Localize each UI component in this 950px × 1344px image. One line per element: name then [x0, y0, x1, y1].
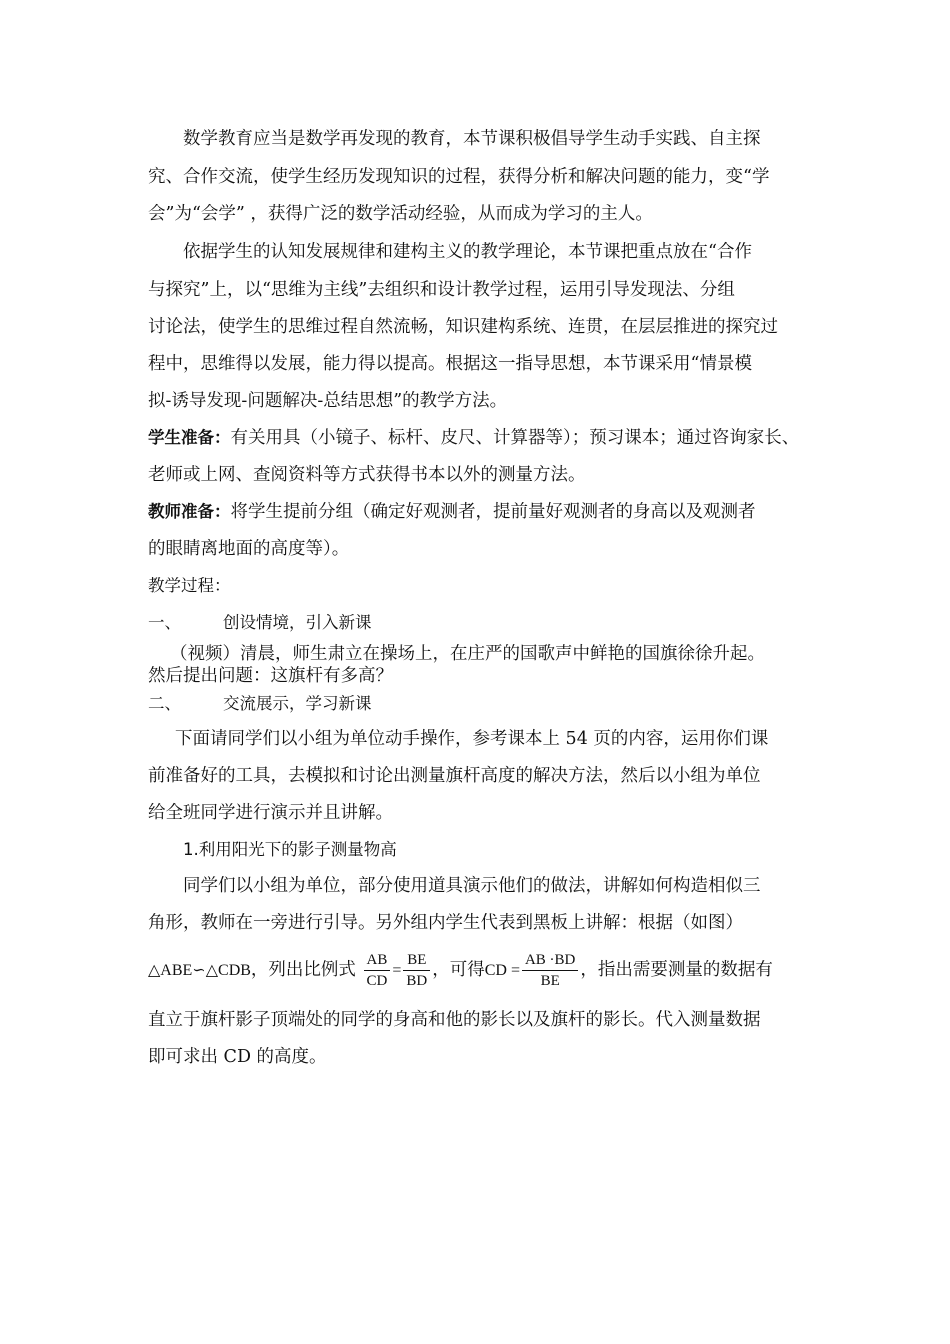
formula-tail: ，指出需要测量的数据有	[580, 960, 773, 980]
section1-text-line1: （视频）清晨，师生肃立在操场上，在庄严的国歌声中鲜艳的国旗徐徐升起。	[170, 644, 765, 664]
para1-line2: 究、合作交流，使学生经历发现知识的过程，获得分析和解决问题的能力，变“学	[148, 167, 770, 187]
student-prep-line2: 老师或上网、查阅资料等方式获得书本以外的测量方法。	[148, 465, 586, 485]
subsection1-title: 1.利用阳光下的影子测量物高	[183, 840, 397, 859]
student-prep-text: 有关用具（小镜子、标杆、皮尺、计算器等）；预习课本；通过咨询家长、	[230, 428, 800, 448]
student-prep-line1	[148, 426, 799, 450]
para2-line2: 与探究”上，以“思维为主线”去组织和设计教学过程，运用引导发现法、分组	[148, 280, 735, 300]
section1-title: 创设情境，引入新课	[223, 613, 372, 632]
process-heading: 教学过程：	[148, 576, 231, 595]
section2-heading	[148, 692, 372, 716]
section2-line3: 给全班同学进行演示并且讲解。	[148, 803, 393, 823]
para2-line3: 讨论法，使学生的思维过程自然流畅，知识建构系统、连贯，在层层推进的探究过	[148, 317, 778, 337]
para1-line1: 数学教育应当是数学再发现的教育，本节课积极倡导学生动手实践、自主探	[183, 129, 761, 149]
section2-line1: 下面请同学们以小组为单位动手操作，参考课本上 54 页的内容，运用你们课	[175, 729, 769, 749]
subsection1-after-line1: 直立于旗杆影子顶端处的同学的身高和他的影长以及旗杆的影长。代入测量数据	[148, 1010, 761, 1030]
student-prep-label: 学生准备：	[148, 428, 231, 447]
subsection1-line2: 角形，教师在一旁进行引导。另外组内学生代表到黑板上讲解：根据（如图）	[148, 913, 743, 933]
fraction-ab-cd	[364, 951, 391, 990]
fraction-ab-cd-denominator: CD	[366, 973, 388, 989]
teacher-prep-line1	[148, 500, 756, 524]
formula-line	[148, 948, 773, 992]
formula-cd: CD =	[484, 962, 520, 979]
section2-line2: 前准备好的工具，去模拟和讨论出测量旗杆高度的解决方法，然后以小组为单位	[148, 766, 761, 786]
section1-heading	[148, 611, 372, 635]
teacher-prep-line2: 的眼睛离地面的高度等）。	[148, 539, 350, 559]
fraction-ab-cd-numerator: AB	[364, 951, 391, 971]
fraction-result	[522, 951, 578, 990]
para2-line5: 拟-诱导发现-问题解决-总结思想”的教学方法。	[148, 391, 508, 411]
fraction-be-bd-numerator: BE	[403, 951, 430, 971]
section1-number: 一、	[148, 613, 181, 632]
formula-mid: ，可得	[432, 960, 485, 980]
similar-triangles: △ABE∽△CDB	[148, 962, 251, 979]
teacher-prep-label: 教师准备：	[148, 502, 231, 521]
section1-text-line2: 然后提出问题：这旗杆有多高？	[148, 666, 393, 686]
section2-title: 交流展示，学习新课	[223, 694, 372, 713]
para2-line4: 程中，思维得以发展，能力得以提高。根据这一指导思想，本节课采用“情景模	[148, 354, 752, 374]
fraction-result-numerator: AB ·BD	[522, 951, 578, 971]
equals-sign: =	[392, 962, 402, 979]
fraction-result-denominator: BE	[540, 973, 560, 989]
teacher-prep-text: 将学生提前分组（确定好观测者，提前量好观测者的身高以及观测者	[230, 502, 756, 522]
subsection1-line1: 同学们以小组为单位，部分使用道具演示他们的做法，讲解如何构造相似三	[183, 876, 761, 896]
formula-lead: ，列出比例式	[250, 960, 356, 980]
para1-line3: 会”为“会学” ，获得广泛的数学活动经验，从而成为学习的主人。	[148, 204, 653, 224]
subsection1-after-line2: 即可求出 CD 的高度。	[148, 1047, 327, 1067]
fraction-be-bd-denominator: BD	[406, 973, 428, 989]
section2-number: 二、	[148, 694, 181, 713]
para2-line1: 依据学生的认知发展规律和建构主义的教学理论，本节课把重点放在“合作	[183, 242, 752, 262]
fraction-be-bd	[403, 951, 430, 990]
